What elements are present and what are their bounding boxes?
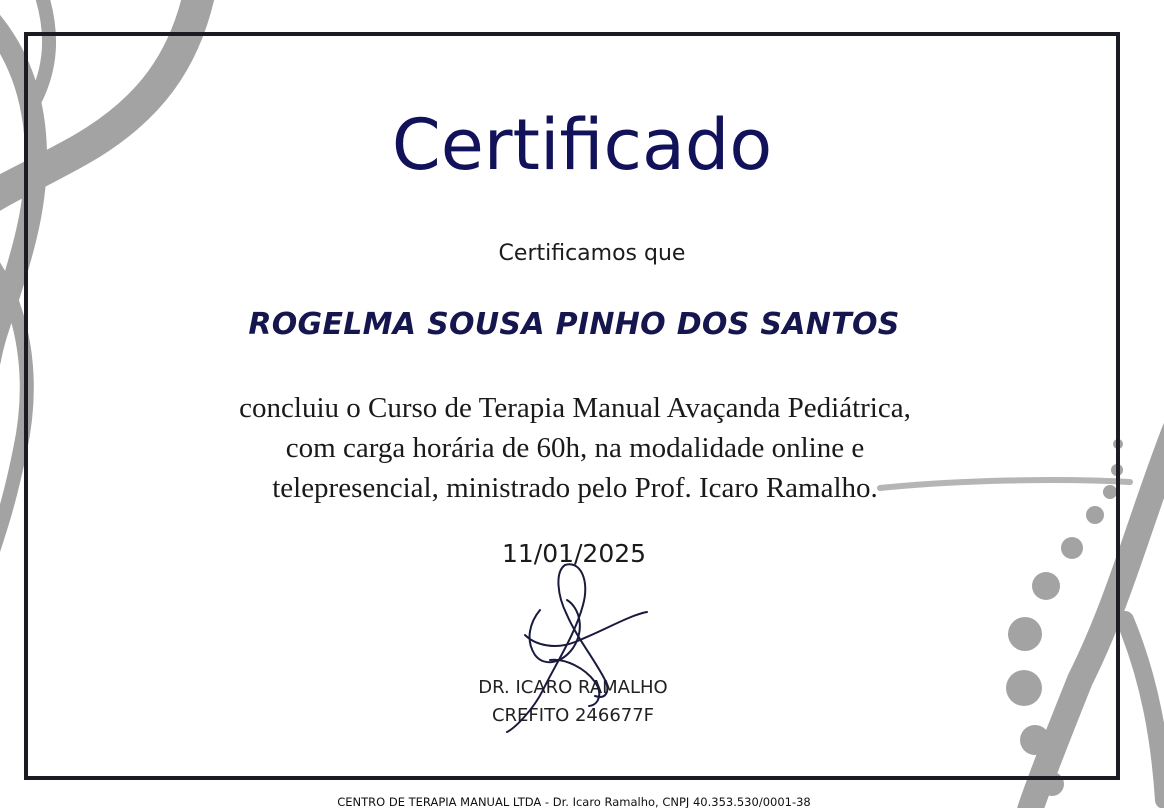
certificate-title: Certificado xyxy=(391,104,773,186)
signer-name: DR. ICARO RAMALHO xyxy=(478,677,668,698)
certificate-date: 11/01/2025 xyxy=(501,539,647,568)
footer-company-info: CENTRO DE TERAPIA MANUAL LTDA - Dr. Icaro Ramalho, CNPJ 40.353.530/0001-38 xyxy=(337,795,811,808)
certificate-lead-text: Certificamos que xyxy=(498,241,686,266)
certificate-body xyxy=(150,388,1000,508)
recipient-name: ROGELMA SOUSA PINHO DOS SANTOS xyxy=(248,307,900,342)
signer-registry: CREFITO 246677F xyxy=(491,705,655,726)
body-line: concluiu o Curso de Terapia Manual Avaçanda Pediátrica, xyxy=(239,392,911,424)
body-line: com carga horária de 60h, na modalidade online e xyxy=(285,432,865,464)
body-line: telepresencial, ministrado pelo Prof. Icaro Ramalho. xyxy=(272,472,878,504)
signature-icon xyxy=(495,560,665,735)
